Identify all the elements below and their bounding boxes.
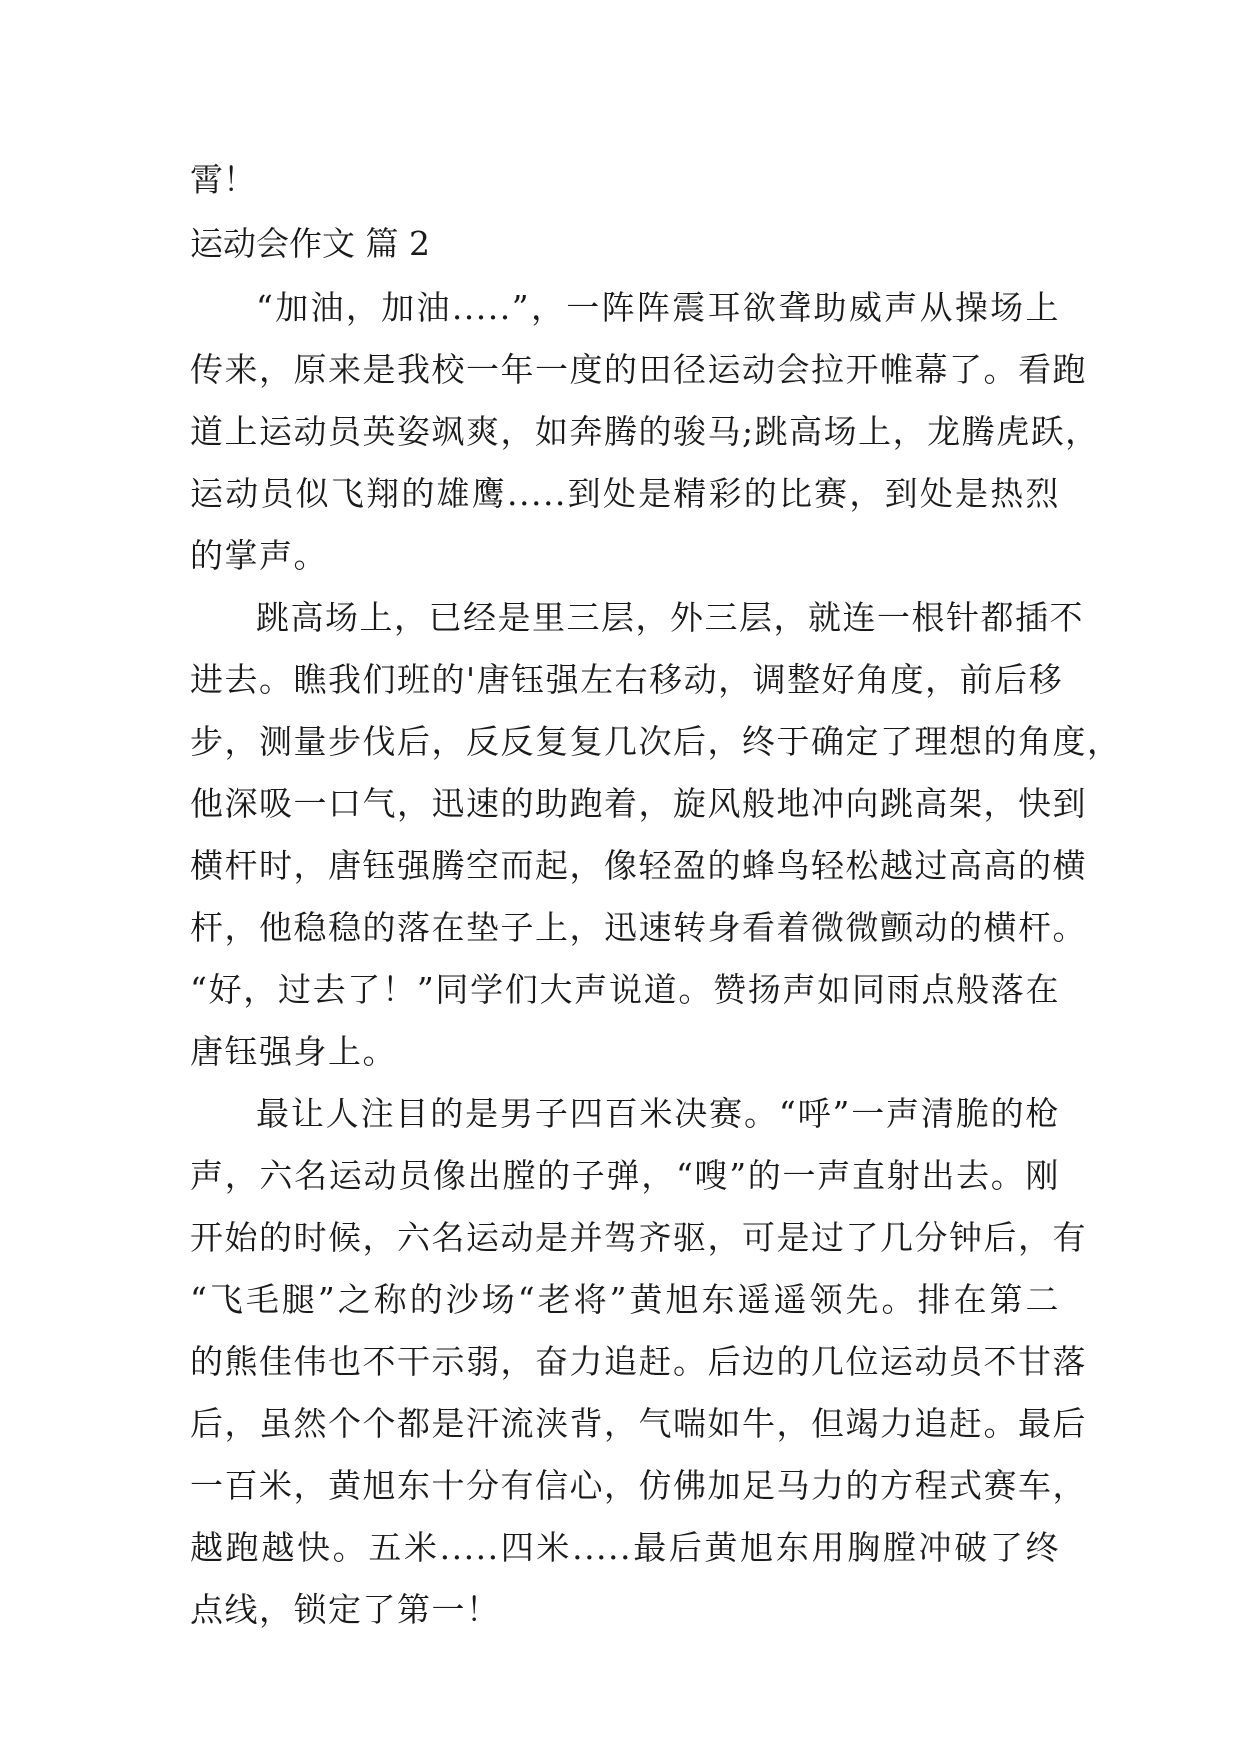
paragraph-1 [190,286,1100,578]
paragraph-line: 他深吸一口气，迅速的助跑着，旋风般地冲向跳高架，快到 [190,784,1087,823]
paragraph-line: “好，过去了！”同学们大声说道。赞扬声如同雨点般落在 [190,970,1060,1009]
document-page [190,158,1122,1650]
paragraph-line: 传来，原来是我校一年一度的田径运动会拉开帷幕了。看跑 [190,350,1087,389]
paragraph-line: 后，虽然个个都是汗流浃背，气喘如牛，但竭力追赶。最后 [190,1404,1087,1443]
paragraph-line: 横杆时，唐钰强腾空而起，像轻盈的蜂鸟轻松越过高高的横 [190,846,1087,885]
essay-heading: 运动会作文 篇 2 [190,224,430,263]
paragraph-line: 的掌声。 [190,536,328,575]
continuation-text: 霄！ [190,160,256,199]
paragraph-line: 最让人注目的是男子四百米决赛。“呼”一声清脆的枪 [256,1094,1060,1133]
paragraph-line: “飞毛腿”之称的沙场“老将”黄旭东遥遥领先。排在第二 [190,1280,1060,1319]
paragraph-3 [190,1092,1087,1632]
paragraph-line: 点线，锁定了第一！ [190,1590,501,1629]
paragraph-line: 的熊佳伟也不干示弱，奋力追赶。后边的几位运动员不甘落 [190,1342,1087,1381]
paragraph-line: 进去。瞧我们班的'唐钰强左右移动，调整好角度，前后移 [190,660,1064,699]
paragraph-line: “加油，加油.....”，一阵阵震耳欲聋助威声从操场上 [256,288,1060,327]
paragraph-line: 道上运动员英姿飒爽，如奔腾的骏马;跳高场上，龙腾虎跃， [190,412,1100,451]
paragraph-line: 开始的时候，六名运动是并驾齐驱，可是过了几分钟后，有 [190,1218,1087,1257]
paragraph-line: 一百米，黄旭东十分有信心，仿佛加足马力的方程式赛车， [190,1466,1087,1505]
paragraph-line: 步，测量步伐后，反反复复几次后，终于确定了理想的角度， [190,722,1122,761]
paragraph-line: 杆，他稳稳的落在垫子上，迅速转身看着微微颤动的横杆。 [190,908,1087,947]
paragraph-line: 跳高场上，已经是里三层，外三层，就连一根针都插不 [256,598,1084,637]
paragraph-line: 越跑越快。五米.....四米.....最后黄旭东用胸膛冲破了终 [190,1528,1060,1567]
paragraph-line: 唐钰强身上。 [190,1032,397,1071]
paragraph-line: 运动员似飞翔的雄鹰.....到处是精彩的比赛，到处是热烈 [190,474,1060,513]
paragraph-2 [190,596,1122,1074]
paragraph-line: 声，六名运动员像出膛的子弹，“嗖”的一声直射出去。刚 [190,1156,1060,1195]
